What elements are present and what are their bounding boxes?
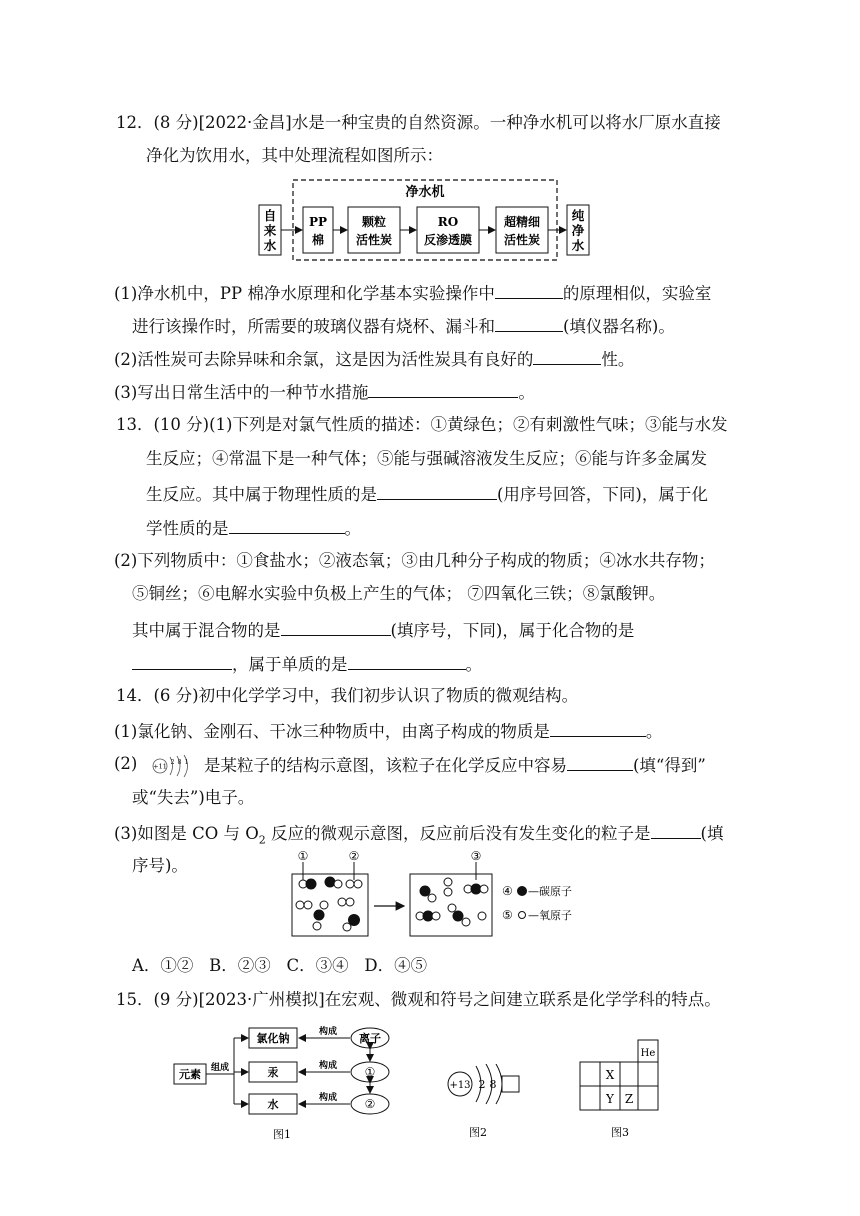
q12-part1-line1: (1)净水机中，PP 棉净水原理和化学基本实验操作中 的原理相似，实验室: [114, 280, 711, 306]
q13-line4: 学性质的是 。: [146, 515, 361, 541]
q14-part2-line1: 是某粒子的结构示意图，该粒子在化学反应中容易 (填“得到”: [204, 752, 706, 778]
fig3-cell: [620, 1062, 638, 1086]
after-o-atom: [462, 918, 470, 926]
q14-atom-structure-diagram: [150, 753, 196, 779]
q15-figure-1-element-concept-map: [172, 1026, 404, 1142]
q12-stem-line1: 12．(8 分)[2022·金昌]水是一种宝贵的自然资源。一种净水机可以将水厂原水直接: [116, 113, 721, 132]
flow-step-3-b: 反渗透膜: [423, 233, 473, 247]
flow-step-2-a: 颗粒: [361, 215, 387, 229]
q15-figure-3-periodic-table-fragment: [578, 1038, 662, 1142]
flow-step-2-b: 活性炭: [355, 233, 393, 247]
atom-shell-1-count: 2: [170, 759, 175, 766]
fig2-shell-2-count: 8: [489, 1078, 497, 1091]
flow-step-1-a: PP: [308, 215, 328, 229]
fig1-root-text: 元素: [179, 1068, 201, 1081]
legend-oxygen-icon: [519, 912, 526, 919]
fig3-cell: [638, 1086, 658, 1110]
before-o-atom: [313, 922, 321, 930]
fig1-box-hg-text: 汞: [267, 1066, 279, 1079]
before-o-atom: [338, 898, 346, 906]
after-o-atom: [428, 894, 436, 902]
legend-carbon-icon: [517, 886, 527, 896]
q12-part1-line2: 进行该操作时，所需要的玻璃仪器有烧杯、漏斗和 (填仪器名称)。: [132, 313, 675, 339]
legend-oxygen-text: —氧原子: [528, 909, 572, 922]
flow-step-3-a: RO: [437, 215, 459, 229]
fig2-nucleus-charge: +13: [449, 1080, 471, 1091]
before-o-atom: [346, 898, 354, 906]
q13-line2: 生反应；④常温下是一种气体；⑤能与强碱溶液发生反应；⑥能与许多金属发: [146, 449, 707, 468]
q15-line1: 15．(9 分)[2023·广州模拟]在宏观、微观和符号之间建立联系是化学学科的特点。: [116, 990, 721, 1009]
before-o-atom: [320, 901, 328, 909]
q13-line3: 生反应。其中属于物理性质的是 (用序号回答，下同)，属于化: [146, 481, 708, 507]
fig3-y-text: Y: [606, 1092, 614, 1106]
flow-step-4-b: 活性炭: [503, 233, 541, 247]
after-o-atom: [444, 878, 452, 886]
fig1-rel-zucheng: 组成: [210, 1063, 230, 1073]
after-o-atom: [480, 885, 488, 893]
flow-step-4-a: 超精细: [503, 215, 541, 229]
fig1-box-water-text: 水: [267, 1098, 279, 1111]
marker-2: ②: [348, 849, 360, 863]
after-o-atom: [432, 912, 440, 920]
before-o-atom: [334, 880, 342, 888]
before-o-atom: [346, 880, 354, 888]
q12-stem-line2: 净化为饮用水，其中处理流程如图所示：: [146, 146, 443, 165]
before-c-atom: [325, 877, 336, 888]
flow-start-text: 自来水: [263, 208, 277, 253]
before-o-atom: [304, 901, 312, 909]
fig3-z-text: Z: [624, 1092, 634, 1106]
q14-part3-line2: 序号)。: [132, 856, 188, 875]
atom-shell-2-count: 8: [177, 759, 182, 766]
fig3-caption: 图3: [611, 1126, 629, 1139]
after-o-atom: [448, 904, 456, 912]
q13-line8: ，属于单质的是 。: [132, 651, 482, 677]
marker-1: ①: [297, 849, 309, 863]
fig3-cell: [580, 1062, 600, 1086]
fig2-caption: 图2: [469, 1126, 487, 1139]
fig3-cell: [580, 1086, 600, 1110]
after-o-atom: [444, 888, 452, 896]
q12-water-purifier-flowchart: [255, 178, 615, 264]
q14-options: A．①② B．②③ C．③④ D．④⑤: [132, 956, 428, 975]
fig2-shell-1-count: 2: [478, 1078, 486, 1091]
flow-step-1-b: 棉: [311, 233, 325, 247]
fig2-blank-box: [502, 1076, 519, 1092]
fig1-oval-1-text: ①: [364, 1065, 376, 1079]
fig1-rel-gou-3: 构成: [318, 1093, 338, 1103]
after-o-atom: [478, 912, 486, 920]
q12-part2: (2)活性炭可去除异味和余氯，这是因为活性炭具有良好的 性。: [114, 346, 634, 372]
flow-end-text: 纯净水: [571, 208, 585, 253]
q12-part3: (3)写出日常生活中的一种节水措施 。: [114, 379, 535, 405]
before-o-atom: [296, 901, 304, 909]
q13-line1: 13．(10 分)(1)下列是对氯气性质的描述：①黄绿色；②有刺激性气味；③能与水发: [116, 415, 728, 434]
fig1-box-nacl-text: 氯化钠: [256, 1032, 290, 1045]
q15-figure-2-ion-structure: [442, 1064, 532, 1142]
before-c-atom: [306, 879, 317, 890]
q13-line7: 其中属于混合物的是 (填序号，下同)，属于化合物的是: [132, 617, 634, 643]
before-o-atom: [354, 880, 362, 888]
q13-line5: (2)下列物质中：①食盐水；②液态氧；③由几种分子构成的物质；④冰水共存物；: [114, 551, 715, 570]
flow-title: 净水机: [405, 185, 445, 200]
fig1-rel-gou-2: 构成: [318, 1061, 338, 1071]
q14-part1: (1)氯化钠、金刚石、干冰三种物质中，由离子构成的物质是 。: [114, 718, 662, 744]
q14-line1: 14．(6 分)初中化学学习中，我们初步认识了物质的微观结构。: [116, 686, 579, 705]
fig1-caption: 图1: [273, 1128, 291, 1141]
q14-part2-line2: 或“失去”)电子。: [132, 788, 255, 807]
before-c-atom: [314, 910, 325, 921]
legend-num-5: ⑤: [502, 908, 513, 922]
fig3-he-text: He: [640, 1048, 656, 1059]
legend-carbon-text: —碳原子: [528, 885, 572, 898]
q14-co-o2-reaction-diagram: [286, 846, 596, 942]
fig1-oval-ion-text: 离子: [359, 1032, 381, 1045]
q14-part2-prefix: (2): [114, 754, 138, 773]
atom-nucleus-charge: +11: [153, 762, 167, 771]
after-c-atom: [453, 911, 464, 922]
marker-3: ③: [470, 849, 482, 863]
fig3-cell: [638, 1062, 658, 1086]
fig2-shell-3: [496, 1064, 502, 1104]
atom-shell-3-count: 1: [184, 759, 189, 766]
before-o-atom: [343, 923, 351, 931]
q13-line6: ⑤铜丝；⑥电解水实验中负极上产生的气体； ⑦四氧化三铁；⑧氯酸钾。: [132, 584, 666, 603]
q14-part3-line1: (3)如图是 CO 与 $O_2$ 反应的微观示意图，反应前后没有发生变化的粒子是 (填: [114, 820, 723, 852]
fig3-x-text: X: [605, 1068, 615, 1082]
legend-num-4: ④: [502, 884, 513, 898]
fig1-rel-gou-1: 构成: [318, 1027, 338, 1037]
fig1-oval-2-text: ②: [364, 1097, 376, 1111]
